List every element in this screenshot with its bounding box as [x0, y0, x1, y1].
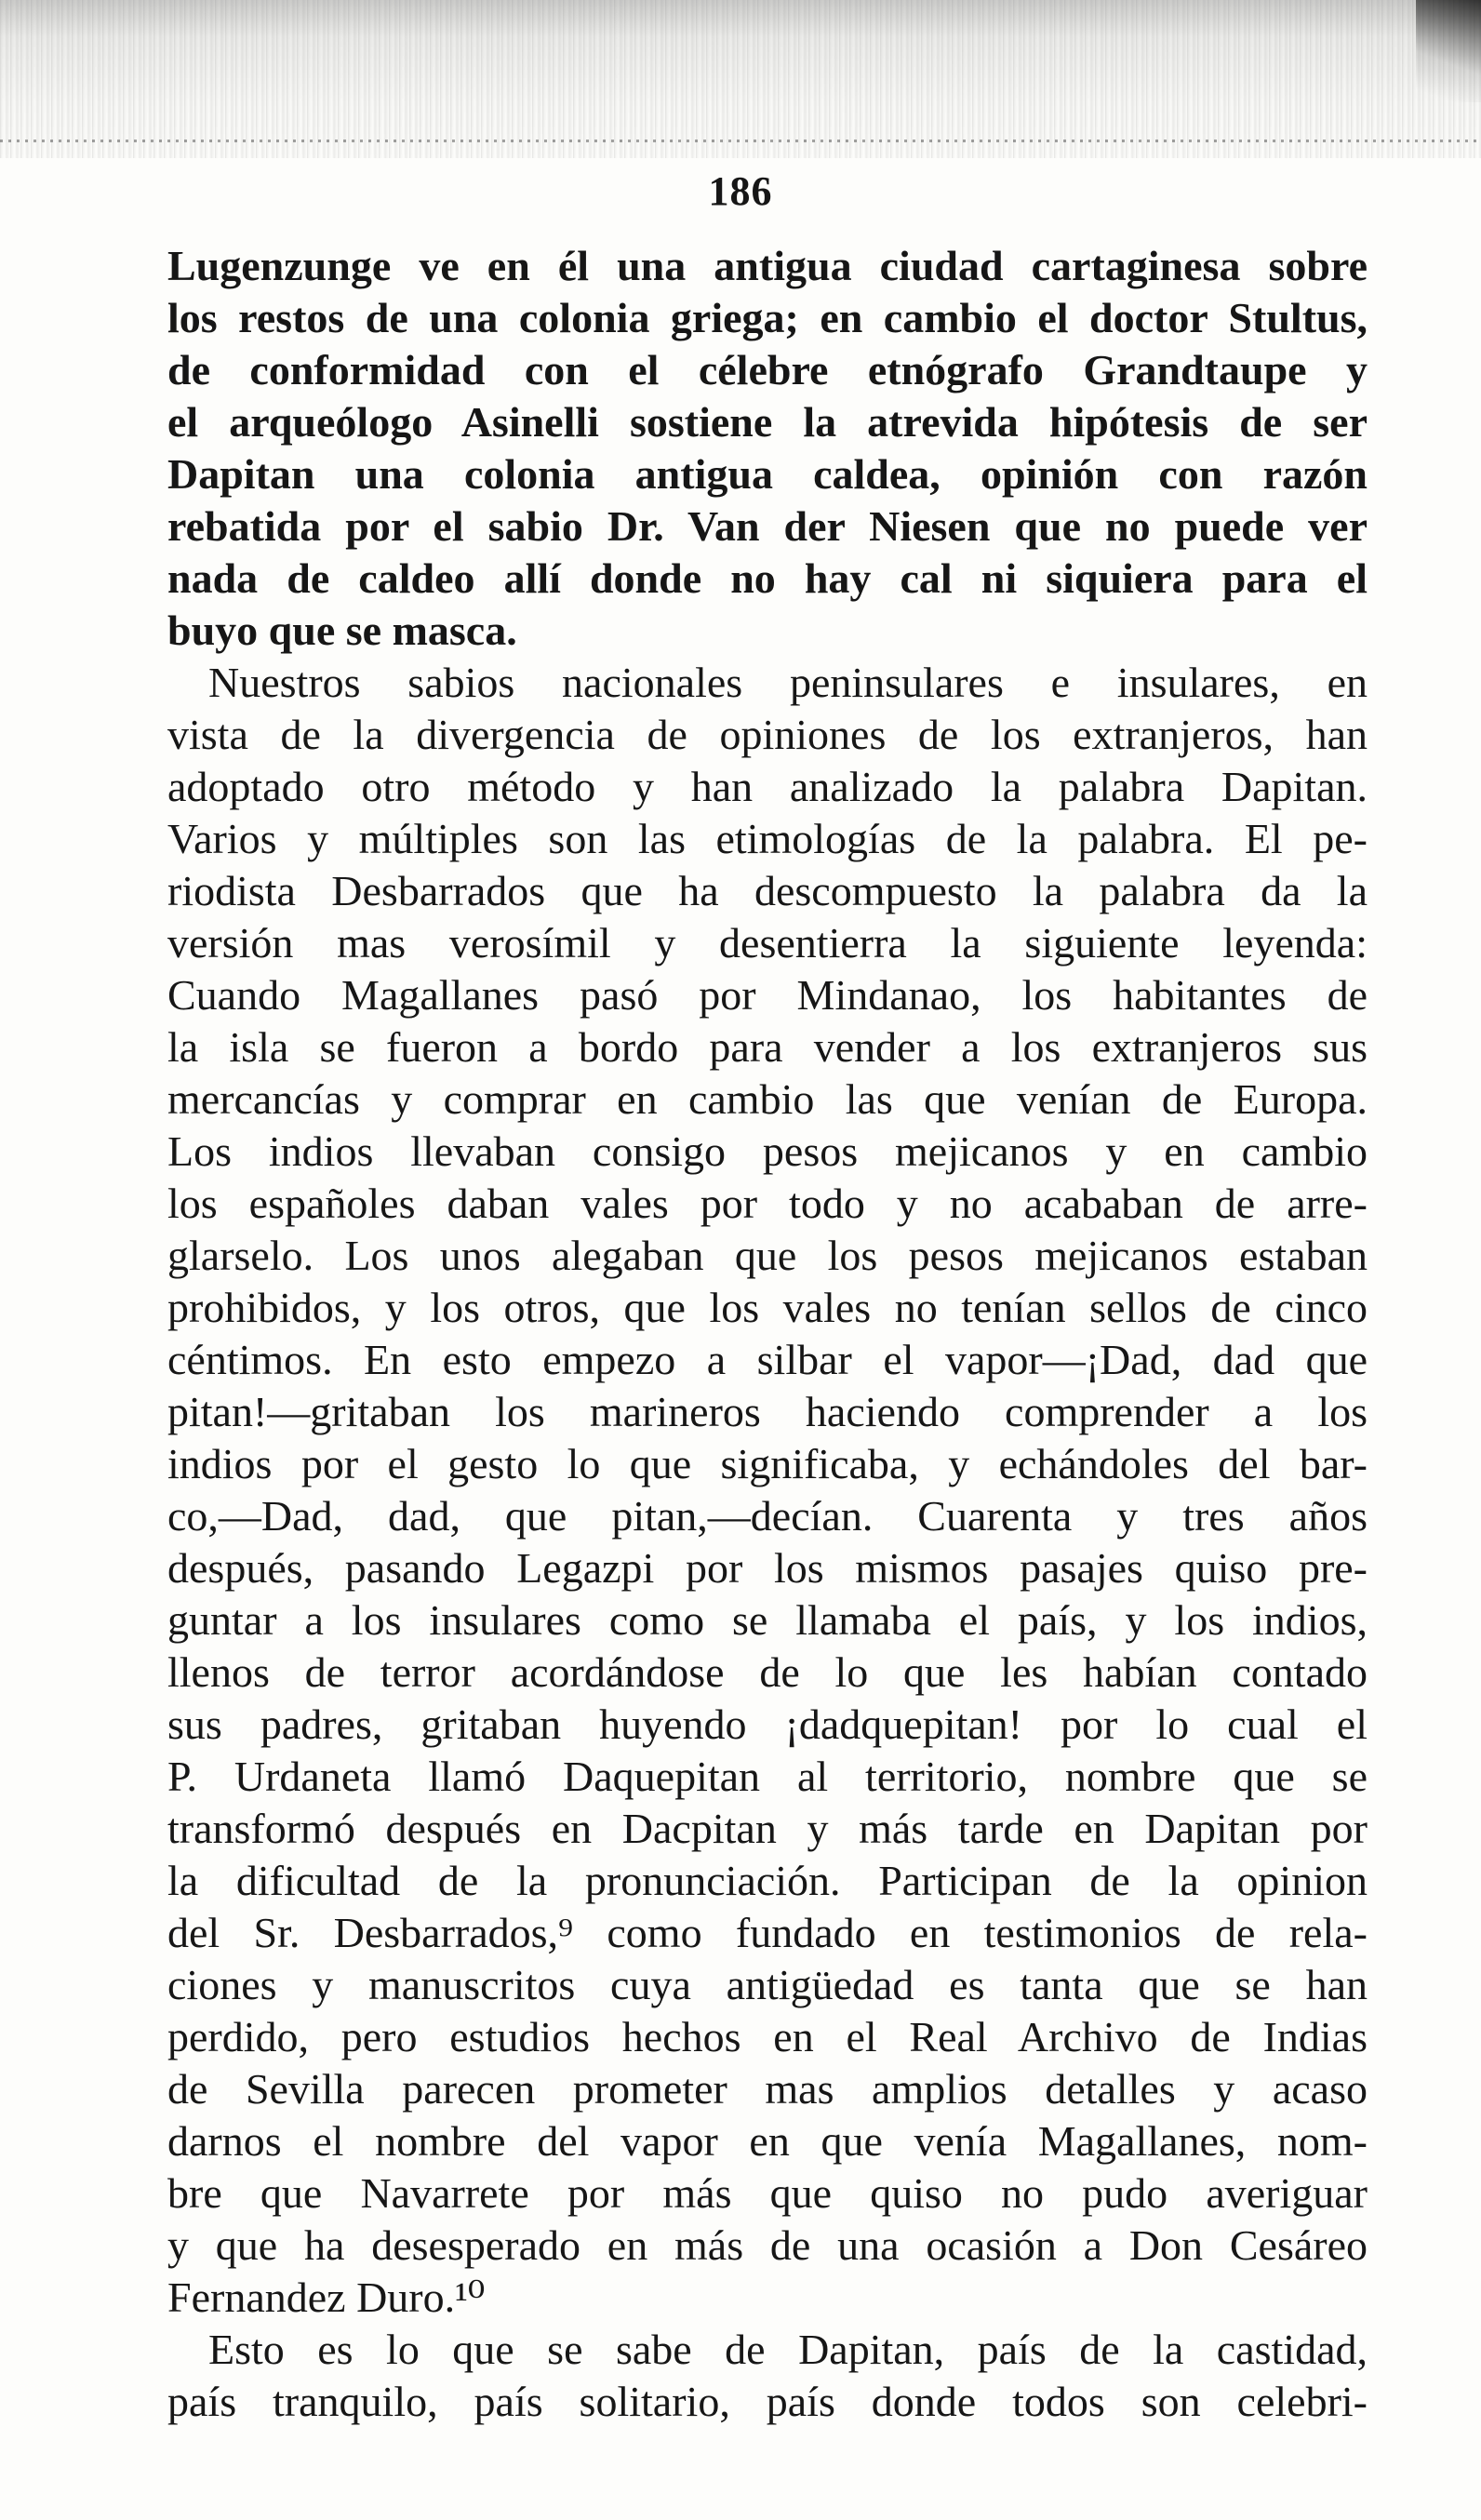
text-line: país tranquilo, país solitario, país donde todos son celebri-: [167, 2378, 1368, 2425]
text-line: Cuando Magallanes pasó por Mindanao, los habitantes de: [167, 971, 1368, 1019]
text-line: transformó después en Dacpitan y más tarde en Dapitan por: [167, 1805, 1368, 1852]
text-line: Los indios llevaban consigo pesos mejicanos y en cambio: [167, 1127, 1368, 1175]
text-line: perdido, pero estudios hechos en el Real Archivo de Indias: [167, 2013, 1368, 2060]
text-line: versión mas verosímil y desentierra la siguiente leyenda:: [167, 919, 1368, 967]
scan-corner-shadow: [1416, 0, 1481, 102]
text-line: guntar a los insulares como se llamaba el país, y los indios,: [167, 1596, 1368, 1644]
text-line: los españoles daban vales por todo y no acababan de arre-: [167, 1180, 1368, 1227]
text-line: Varios y múltiples son las etimologías de la palabra. El pe-: [167, 815, 1368, 862]
text-line: céntimos. En esto empezo a silbar el vapor—¡Dad, dad que: [167, 1336, 1368, 1383]
text-line: Fernandez Duro.¹⁰: [167, 2273, 486, 2321]
text-line: de conformidad con el célebre etnógrafo Grandtaupe y: [167, 346, 1368, 393]
text-line: y que ha desesperado en más de una ocasión a Don Cesáreo: [167, 2221, 1368, 2269]
text-line: darnos el nombre del vapor en que venía Magallanes, nom-: [167, 2117, 1368, 2165]
text-line: vista de la divergencia de opiniones de los extranjeros, han: [167, 711, 1368, 758]
text-line: riodista Desbarrados que ha descompuesto la palabra da la: [167, 867, 1368, 914]
text-line: Esto es lo que se sabe de Dapitan, país de la castidad,: [208, 2326, 1368, 2373]
text-line: mercancías y comprar en cambio las que venían de Europa.: [167, 1075, 1368, 1123]
text-line: Lugenzunge ve en él una antigua ciudad cartaginesa sobre: [167, 242, 1368, 289]
text-line: P. Urdaneta llamó Daquepitan al territorio, nombre que se: [167, 1753, 1368, 1800]
text-line: después, pasando Legazpi por los mismos pasajes quiso pre-: [167, 1544, 1368, 1592]
text-line: el arqueólogo Asinelli sostiene la atrevida hipótesis de ser: [167, 398, 1368, 446]
text-line: Nuestros sabios nacionales peninsulares e insulares, en: [208, 659, 1368, 706]
scan-edge-shadow: [0, 0, 1481, 158]
text-line: buyo que se masca.: [167, 607, 517, 654]
text-line: indios por el gesto lo que significaba, y echándoles del bar-: [167, 1440, 1368, 1487]
text-line: co,—Dad, dad, que pitan,—decían. Cuarenta y tres años: [167, 1492, 1368, 1540]
text-line: sus padres, gritaban huyendo ¡dadquepitan! por lo cual el: [167, 1700, 1368, 1748]
text-line: rebatida por el sabio Dr. Van der Niesen que no puede ver: [167, 502, 1368, 550]
text-line: los restos de una colonia griega; en cambio el doctor Stultus,: [167, 294, 1368, 341]
text-line: la isla se fueron a bordo para vender a los extranjeros sus: [167, 1023, 1368, 1071]
text-line: prohibidos, y los otros, que los vales no tenían sellos de cinco: [167, 1284, 1368, 1331]
text-line: adoptado otro método y han analizado la palabra Dapitan.: [167, 763, 1368, 810]
text-line: de Sevilla parecen prometer mas amplios detalles y acaso: [167, 2065, 1368, 2113]
text-line: la dificultad de la pronunciación. Participan de la opinion: [167, 1857, 1368, 1904]
scan-edge-line: [0, 140, 1481, 142]
text-line: del Sr. Desbarrados,⁹ como fundado en testimonios de rela-: [167, 1909, 1368, 1956]
text-line: nada de caldeo allí donde no hay cal ni siquiera para el: [167, 554, 1368, 602]
text-line: bre que Navarrete por más que quiso no pudo averiguar: [167, 2169, 1368, 2217]
text-line: llenos de terror acordándose de lo que les habían contado: [167, 1648, 1368, 1696]
page-number: 186: [708, 168, 773, 214]
text-line: Dapitan una colonia antigua caldea, opinión con razón: [167, 450, 1368, 498]
body-text: [167, 240, 1368, 2428]
text-line: pitan!—gritaban los marineros haciendo comprender a los: [167, 1388, 1368, 1435]
text-line: ciones y manuscritos cuya antigüedad es tanta que se han: [167, 1961, 1368, 2008]
text-line: glarselo. Los unos alegaban que los pesos mejicanos estaban: [167, 1232, 1368, 1279]
